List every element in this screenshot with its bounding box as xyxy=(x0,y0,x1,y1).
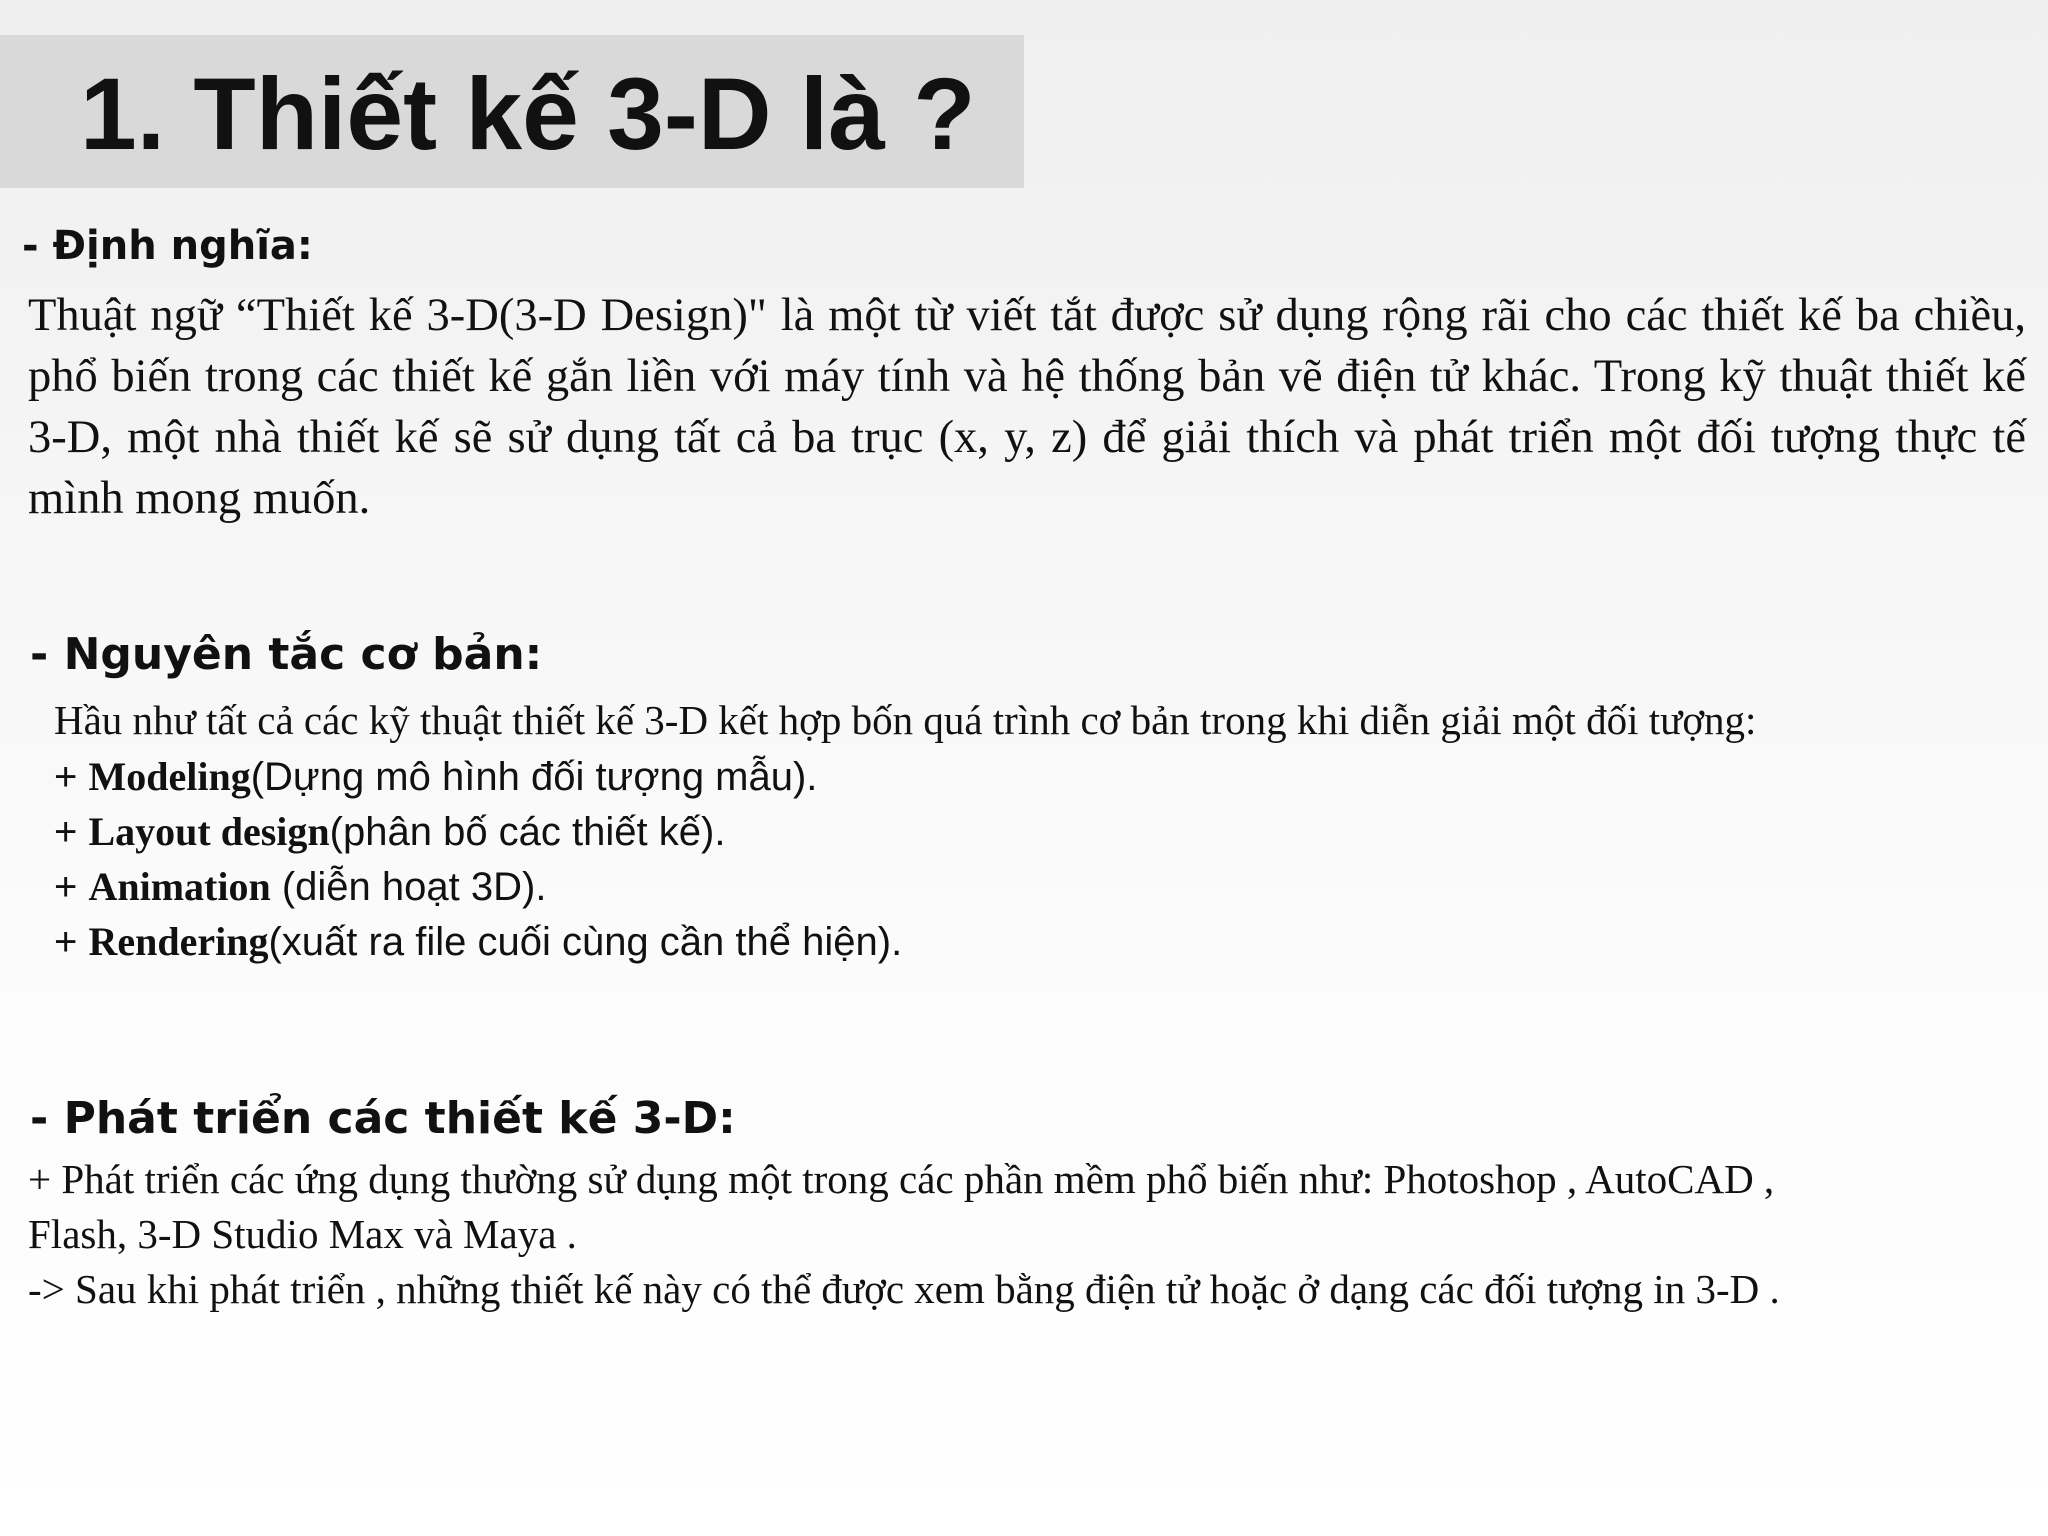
bullet-desc: (diễn hoạt 3D). xyxy=(270,865,547,909)
bullet-desc: (Dựng mô hình đối tượng mẫu). xyxy=(250,755,818,799)
bullet-term: Modeling xyxy=(88,754,251,799)
bullet-term: Animation xyxy=(88,864,271,909)
development-line-2: Flash, 3-D Studio Max và Maya . xyxy=(28,1211,577,1257)
list-item-layout-design xyxy=(54,808,725,855)
bullet-prefix: + xyxy=(54,865,89,909)
development-heading: - Phát triển các thiết kế 3-D: xyxy=(30,1093,736,1144)
list-item-rendering xyxy=(54,918,902,965)
bullet-desc: (xuất ra file cuối cùng cần thể hiện). xyxy=(268,920,903,964)
definition-paragraph: Thuật ngữ “Thiết kế 3-D(3-D Design)" là một từ viết tắt được sử dụng rộng rãi cho các thiết kế ba chiều, phổ biến trong các thiết kế gắn liền với máy tính và hệ thống bản vẽ điện tử khác. Trong kỹ thuật thiết kế 3-D, một nhà thiết kế sẽ sử dụng tất cả ba trục (x, y, z) để giải thích và phát triển một đối tượng thực tế mình mong muốn. xyxy=(28,290,2026,524)
development-line-3: -> Sau khi phát triển , những thiết kế này có thể được xem bằng điện tử hoặc ở dạng các đối tượng in 3-D . xyxy=(28,1266,1780,1312)
slide-title: 1. Thiết kế 3-D là ? xyxy=(80,57,976,171)
list-item-modeling xyxy=(54,753,817,800)
bullet-term: Rendering xyxy=(88,919,269,964)
bullet-term: Layout design xyxy=(88,809,330,854)
bullet-prefix: + xyxy=(54,755,89,799)
bullet-prefix: + xyxy=(54,920,89,964)
principles-intro: Hầu như tất cả các kỹ thuật thiết kế 3-D kết hợp bốn quá trình cơ bản trong khi diễn giải một đối tượng: xyxy=(54,697,1757,743)
principles-heading: - Nguyên tắc cơ bản: xyxy=(30,629,543,680)
list-item-animation xyxy=(54,863,546,910)
definition-heading: - Định nghĩa: xyxy=(22,223,313,269)
development-text xyxy=(28,1152,2026,1317)
bullet-prefix: + xyxy=(54,810,89,854)
bullet-desc: (phân bố các thiết kế). xyxy=(329,810,726,854)
development-line-1: + Phát triển các ứng dụng thường sử dụng một trong các phần mềm phổ biến như: Photoshop , AutoCAD , xyxy=(28,1156,1775,1202)
